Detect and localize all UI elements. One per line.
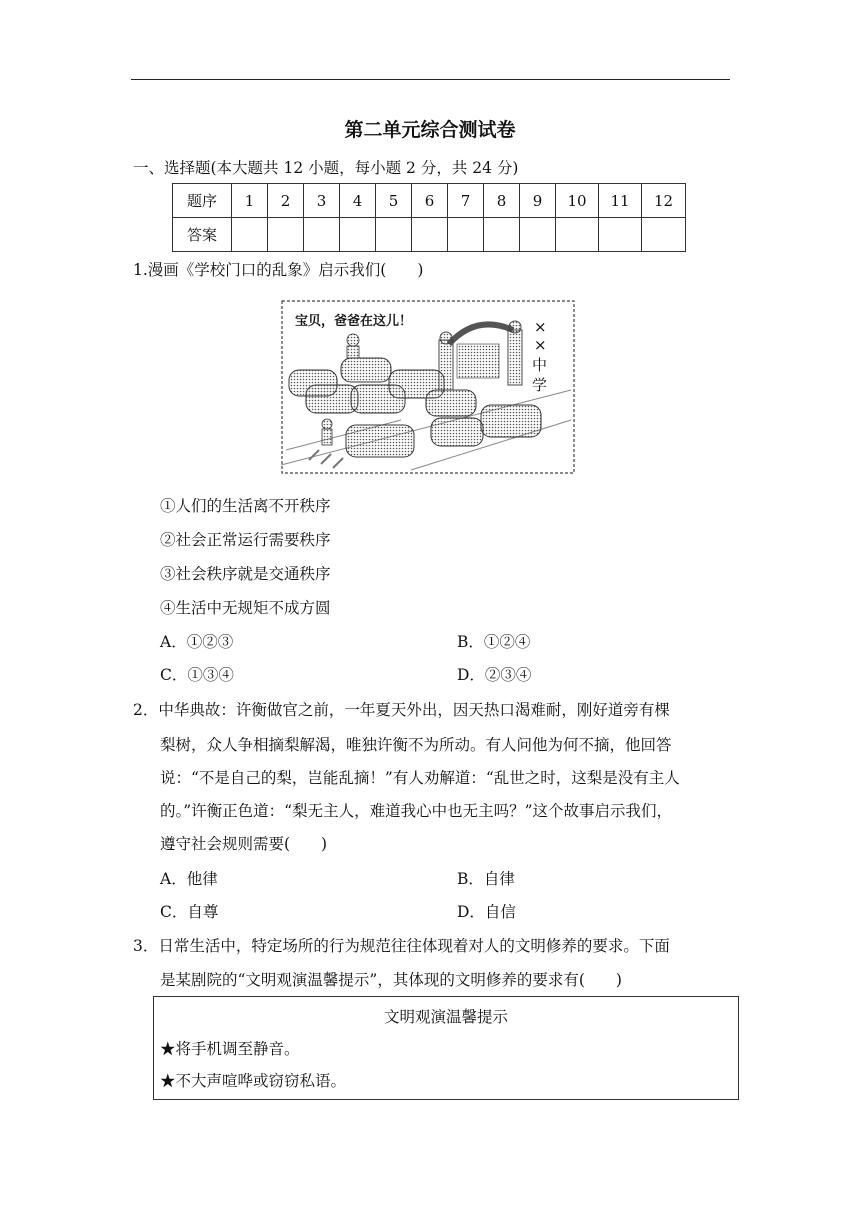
cartoon-sign-char: 学: [532, 376, 548, 394]
statement-item: ①人们的生活离不开秩序: [160, 497, 331, 515]
question-3-line: 3．日常生活中，特定场所的行为规范往往体现着对人的文明修养的要求。下面: [133, 937, 670, 955]
notice-box: [153, 996, 739, 1100]
table-row: [173, 218, 686, 252]
table-cell: 9: [520, 184, 556, 218]
table-cell: 5: [376, 184, 412, 218]
statement-item: ②社会正常运行需要秩序: [160, 531, 331, 549]
answer-cell[interactable]: [642, 218, 686, 252]
table-cell: 7: [448, 184, 484, 218]
table-cell: 6: [412, 184, 448, 218]
table-cell: 答案: [173, 218, 232, 252]
answer-cell[interactable]: [340, 218, 376, 252]
question-2-line: 梨树，众人争相摘梨解渴，唯独许衡不为所动。有人问他为何不摘，他回答: [160, 736, 672, 754]
cartoon-sign-char: 中: [532, 356, 548, 374]
statement-item: ④生活中无规矩不成方圆: [160, 599, 331, 617]
answer-cell[interactable]: [556, 218, 599, 252]
question-2-line: 2．中华典故：许衡做官之前，一年夏天外出，因天热口渴难耐，刚好道旁有棵: [133, 701, 670, 719]
answer-cell[interactable]: [484, 218, 520, 252]
statement-item: ③社会秩序就是交通秩序: [160, 565, 331, 583]
cartoon-sign-char: ×: [534, 318, 547, 336]
option-c[interactable]: C．①③④: [160, 666, 234, 684]
cartoon-image: [281, 300, 575, 474]
question-2-line: 遵守社会规则需要( ): [160, 835, 328, 853]
cartoon-speech: 宝贝，爸爸在这儿！: [295, 314, 413, 329]
answer-cell[interactable]: [376, 218, 412, 252]
answer-cell[interactable]: [232, 218, 268, 252]
table-cell: 10: [556, 184, 599, 218]
question-2-line: 说：“不是自己的梨，岂能乱摘！”有人劝解道：“乱世之时，这梨是没有主人: [160, 769, 680, 787]
question-3-line: 是某剧院的“文明观演温馨提示”，其体现的文明修养的要求有( ): [160, 971, 622, 989]
table-cell: 1: [232, 184, 268, 218]
notice-item: ★将手机调至静音。: [160, 1040, 300, 1058]
answer-cell[interactable]: [304, 218, 340, 252]
section-heading: 一、选择题(本大题共 12 小题，每小题 2 分，共 24 分): [133, 159, 519, 177]
page-title: 第二单元综合测试卷: [344, 119, 516, 141]
question-1-stem: 1.漫画《学校门口的乱象》启示我们( ): [133, 261, 424, 279]
question-2-line: 的。”许衡正色道：“梨无主人，难道我心中也无主吗？”这个故事启示我们，: [160, 802, 673, 820]
table-row: [173, 184, 686, 218]
option-a[interactable]: A．他律: [160, 870, 218, 888]
option-d[interactable]: D．②③④: [457, 666, 532, 684]
answer-table: [172, 183, 686, 252]
option-a[interactable]: A．①②③: [160, 633, 234, 651]
notice-title: 文明观演温馨提示: [383, 1008, 508, 1026]
table-cell: 12: [642, 184, 686, 218]
notice-item: ★不大声喧哗或窃窃私语。: [160, 1072, 347, 1090]
answer-cell[interactable]: [448, 218, 484, 252]
option-d[interactable]: D．自信: [457, 903, 516, 921]
table-cell: 3: [304, 184, 340, 218]
table-cell: 4: [340, 184, 376, 218]
option-b[interactable]: B．自律: [457, 870, 515, 888]
option-b[interactable]: B．①②④: [457, 633, 531, 651]
answer-cell[interactable]: [520, 218, 556, 252]
answer-cell[interactable]: [599, 218, 642, 252]
option-c[interactable]: C．自尊: [160, 903, 219, 921]
table-cell: 8: [484, 184, 520, 218]
table-cell: 2: [268, 184, 304, 218]
cartoon-sign-char: ×: [534, 336, 547, 354]
answer-cell[interactable]: [412, 218, 448, 252]
header-rule: [131, 79, 730, 80]
table-cell: 题序: [173, 184, 232, 218]
table-cell: 11: [599, 184, 642, 218]
answer-cell[interactable]: [268, 218, 304, 252]
